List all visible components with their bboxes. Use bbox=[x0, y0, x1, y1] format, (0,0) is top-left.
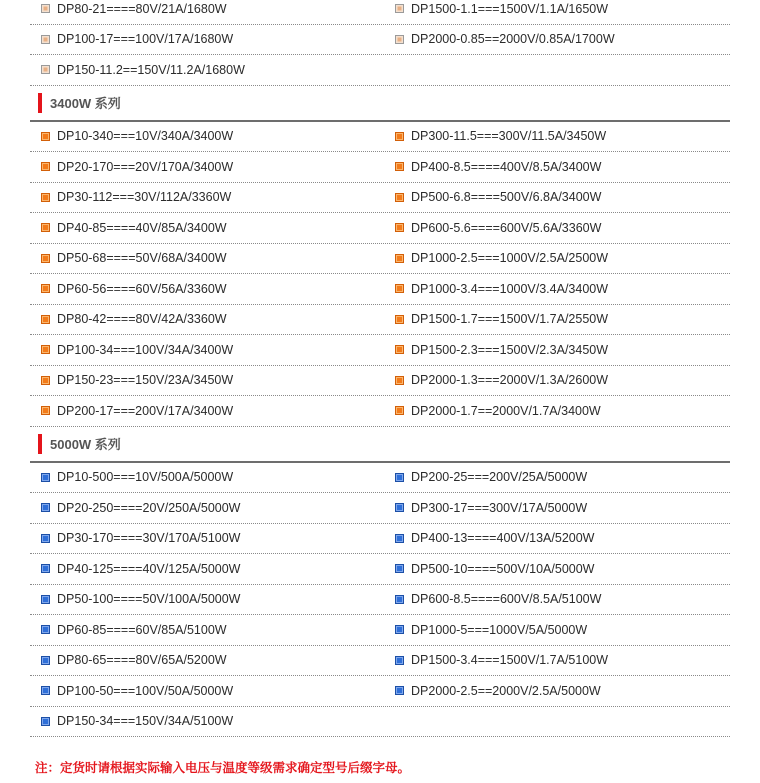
model-spec: DP60-56====60V/56A/3360W bbox=[57, 281, 227, 296]
orange-square-bullet-icon bbox=[41, 284, 50, 293]
blue-square-bullet-icon bbox=[395, 564, 404, 573]
gray-square-bullet-icon bbox=[41, 35, 50, 44]
model-cell-right bbox=[380, 152, 730, 182]
blue-square-bullet-icon bbox=[41, 534, 50, 543]
orange-square-bullet-icon bbox=[41, 193, 50, 202]
model-row bbox=[30, 366, 730, 397]
model-row bbox=[30, 463, 730, 494]
orange-square-bullet-icon bbox=[395, 406, 404, 415]
model-cell-right bbox=[380, 463, 730, 493]
orange-square-bullet-icon bbox=[395, 345, 404, 354]
model-cell-right bbox=[380, 183, 730, 213]
blue-square-bullet-icon bbox=[395, 534, 404, 543]
model-row bbox=[30, 585, 730, 616]
model-spec: DP1500-1.1===1500V/1.1A/1650W bbox=[411, 1, 609, 16]
model-spec: DP300-11.5===300V/11.5A/3450W bbox=[411, 129, 607, 144]
model-row bbox=[30, 244, 730, 275]
orange-square-bullet-icon bbox=[41, 376, 50, 385]
blue-square-bullet-icon bbox=[41, 473, 50, 482]
model-cell-left bbox=[30, 707, 380, 737]
model-list bbox=[30, 0, 730, 737]
model-spec: DP150-34===150V/34A/5100W bbox=[57, 714, 234, 729]
orange-square-bullet-icon bbox=[395, 254, 404, 263]
model-cell-right bbox=[380, 646, 730, 676]
blue-square-bullet-icon bbox=[395, 503, 404, 512]
model-cell-left bbox=[30, 493, 380, 523]
model-row bbox=[30, 152, 730, 183]
model-cell-left bbox=[30, 25, 380, 55]
model-spec: DP300-17===300V/17A/5000W bbox=[411, 500, 588, 515]
model-spec: DP2000-2.5==2000V/2.5A/5000W bbox=[411, 683, 601, 698]
model-spec: DP600-8.5====600V/8.5A/5100W bbox=[411, 592, 602, 607]
model-spec: DP1500-2.3===1500V/2.3A/3450W bbox=[411, 342, 609, 357]
blue-square-bullet-icon bbox=[395, 625, 404, 634]
model-row bbox=[30, 183, 730, 214]
model-cell-left bbox=[30, 615, 380, 645]
orange-square-bullet-icon bbox=[41, 223, 50, 232]
model-cell-left bbox=[30, 122, 380, 152]
model-spec: DP50-100====50V/100A/5000W bbox=[57, 592, 241, 607]
model-spec: DP1500-1.7===1500V/1.7A/2550W bbox=[411, 312, 609, 327]
orange-square-bullet-icon bbox=[395, 315, 404, 324]
model-spec: DP10-340===10V/340A/3400W bbox=[57, 129, 234, 144]
blue-square-bullet-icon bbox=[41, 564, 50, 573]
model-cell-left bbox=[30, 55, 380, 85]
model-spec: DP400-8.5====400V/8.5A/3400W bbox=[411, 159, 602, 174]
model-spec: DP200-17===200V/17A/3400W bbox=[57, 403, 234, 418]
model-spec: DP30-112===30V/112A/3360W bbox=[57, 190, 232, 205]
model-spec: DP100-17===100V/17A/1680W bbox=[57, 32, 234, 47]
model-row bbox=[30, 707, 730, 738]
section-title: 5000W 系列 bbox=[50, 437, 121, 452]
orange-square-bullet-icon bbox=[395, 193, 404, 202]
model-row bbox=[30, 646, 730, 677]
model-row bbox=[30, 0, 730, 25]
orange-square-bullet-icon bbox=[41, 162, 50, 171]
blue-square-bullet-icon bbox=[395, 595, 404, 604]
model-spec: DP2000-1.7==2000V/1.7A/3400W bbox=[411, 403, 601, 418]
model-cell-left bbox=[30, 646, 380, 676]
model-row bbox=[30, 396, 730, 427]
blue-square-bullet-icon bbox=[395, 473, 404, 482]
model-spec: DP500-10====500V/10A/5000W bbox=[411, 561, 595, 576]
blue-square-bullet-icon bbox=[395, 686, 404, 695]
blue-square-bullet-icon bbox=[41, 625, 50, 634]
model-cell-right bbox=[380, 585, 730, 615]
model-spec: DP1500-3.4===1500V/1.7A/5100W bbox=[411, 653, 609, 668]
model-cell-left bbox=[30, 335, 380, 365]
model-spec: DP100-50===100V/50A/5000W bbox=[57, 683, 234, 698]
blue-square-bullet-icon bbox=[395, 656, 404, 665]
model-cell-left bbox=[30, 396, 380, 426]
model-row bbox=[30, 493, 730, 524]
model-cell-left bbox=[30, 305, 380, 335]
model-cell-left bbox=[30, 244, 380, 274]
model-cell-left bbox=[30, 524, 380, 554]
model-cell-right bbox=[380, 554, 730, 584]
model-spec: DP20-170===20V/170A/3400W bbox=[57, 159, 234, 174]
model-row bbox=[30, 274, 730, 305]
model-row bbox=[30, 524, 730, 555]
model-cell-right bbox=[380, 55, 730, 85]
model-spec: DP1000-3.4===1000V/3.4A/3400W bbox=[411, 281, 609, 296]
model-cell-left bbox=[30, 183, 380, 213]
model-cell-right bbox=[380, 274, 730, 304]
model-spec: DP400-13====400V/13A/5200W bbox=[411, 531, 595, 546]
model-cell-right bbox=[380, 305, 730, 335]
model-spec: DP10-500===10V/500A/5000W bbox=[57, 470, 234, 485]
orange-square-bullet-icon bbox=[41, 406, 50, 415]
orange-square-bullet-icon bbox=[395, 132, 404, 141]
model-cell-right bbox=[380, 213, 730, 243]
model-spec: DP50-68====50V/68A/3400W bbox=[57, 251, 227, 266]
model-cell-right bbox=[380, 122, 730, 152]
model-spec: DP1000-5===1000V/5A/5000W bbox=[411, 622, 588, 637]
section-title: 3400W 系列 bbox=[50, 96, 121, 111]
orange-square-bullet-icon bbox=[41, 315, 50, 324]
model-cell-left bbox=[30, 554, 380, 584]
model-row bbox=[30, 554, 730, 585]
model-row bbox=[30, 615, 730, 646]
blue-square-bullet-icon bbox=[41, 717, 50, 726]
model-cell-left bbox=[30, 585, 380, 615]
model-spec: DP600-5.6====600V/5.6A/3360W bbox=[411, 220, 602, 235]
model-row bbox=[30, 122, 730, 153]
model-spec: DP500-6.8====500V/6.8A/3400W bbox=[411, 190, 602, 205]
model-cell-right bbox=[380, 493, 730, 523]
model-spec: DP80-42====80V/42A/3360W bbox=[57, 312, 227, 327]
orange-square-bullet-icon bbox=[395, 376, 404, 385]
model-spec: DP2000-1.3===2000V/1.3A/2600W bbox=[411, 373, 609, 388]
model-spec: DP40-85====40V/85A/3400W bbox=[57, 220, 227, 235]
model-cell-left bbox=[30, 274, 380, 304]
model-row bbox=[30, 55, 730, 86]
model-row bbox=[30, 25, 730, 56]
orange-square-bullet-icon bbox=[41, 132, 50, 141]
order-note: 注：定货时请根据实际输入电压与温度等级需求确定型号后缀字母。 bbox=[35, 761, 411, 775]
gray-square-bullet-icon bbox=[395, 4, 404, 13]
model-spec: DP20-250====20V/250A/5000W bbox=[57, 500, 241, 515]
model-cell-right bbox=[380, 615, 730, 645]
model-cell-right bbox=[380, 396, 730, 426]
model-cell-left bbox=[30, 676, 380, 706]
model-row bbox=[30, 335, 730, 366]
section-header bbox=[30, 427, 730, 463]
blue-square-bullet-icon bbox=[41, 503, 50, 512]
model-spec: DP150-11.2==150V/11.2A/1680W bbox=[57, 62, 245, 77]
model-cell-right bbox=[380, 0, 730, 24]
model-spec: DP80-21====80V/21A/1680W bbox=[57, 1, 227, 16]
model-cell-left bbox=[30, 463, 380, 493]
model-spec: DP30-170====30V/170A/5100W bbox=[57, 531, 241, 546]
blue-square-bullet-icon bbox=[41, 656, 50, 665]
orange-square-bullet-icon bbox=[41, 345, 50, 354]
model-cell-right bbox=[380, 676, 730, 706]
model-row bbox=[30, 676, 730, 707]
orange-square-bullet-icon bbox=[395, 162, 404, 171]
section-header bbox=[30, 86, 730, 122]
blue-square-bullet-icon bbox=[41, 686, 50, 695]
gray-square-bullet-icon bbox=[41, 4, 50, 13]
model-spec: DP1000-2.5===1000V/2.5A/2500W bbox=[411, 251, 609, 266]
model-row bbox=[30, 213, 730, 244]
model-cell-right bbox=[380, 25, 730, 55]
model-cell-left bbox=[30, 366, 380, 396]
section-marker-icon bbox=[38, 434, 42, 454]
model-cell-right bbox=[380, 524, 730, 554]
model-cell-right bbox=[380, 707, 730, 737]
model-spec: DP200-25===200V/25A/5000W bbox=[411, 470, 588, 485]
model-cell-left bbox=[30, 0, 380, 24]
model-cell-right bbox=[380, 335, 730, 365]
model-cell-right bbox=[380, 366, 730, 396]
model-spec: DP100-34===100V/34A/3400W bbox=[57, 342, 234, 357]
model-cell-left bbox=[30, 213, 380, 243]
orange-square-bullet-icon bbox=[395, 223, 404, 232]
orange-square-bullet-icon bbox=[41, 254, 50, 263]
model-spec: DP150-23===150V/23A/3450W bbox=[57, 373, 234, 388]
model-spec: DP40-125====40V/125A/5000W bbox=[57, 561, 241, 576]
blue-square-bullet-icon bbox=[41, 595, 50, 604]
section-marker-icon bbox=[38, 93, 42, 113]
model-cell-left bbox=[30, 152, 380, 182]
gray-square-bullet-icon bbox=[395, 35, 404, 44]
model-spec: DP60-85====60V/85A/5100W bbox=[57, 622, 227, 637]
gray-square-bullet-icon bbox=[41, 65, 50, 74]
orange-square-bullet-icon bbox=[395, 284, 404, 293]
model-row bbox=[30, 305, 730, 336]
model-cell-right bbox=[380, 244, 730, 274]
model-spec: DP80-65====80V/65A/5200W bbox=[57, 653, 227, 668]
model-spec: DP2000-0.85==2000V/0.85A/1700W bbox=[411, 32, 615, 47]
